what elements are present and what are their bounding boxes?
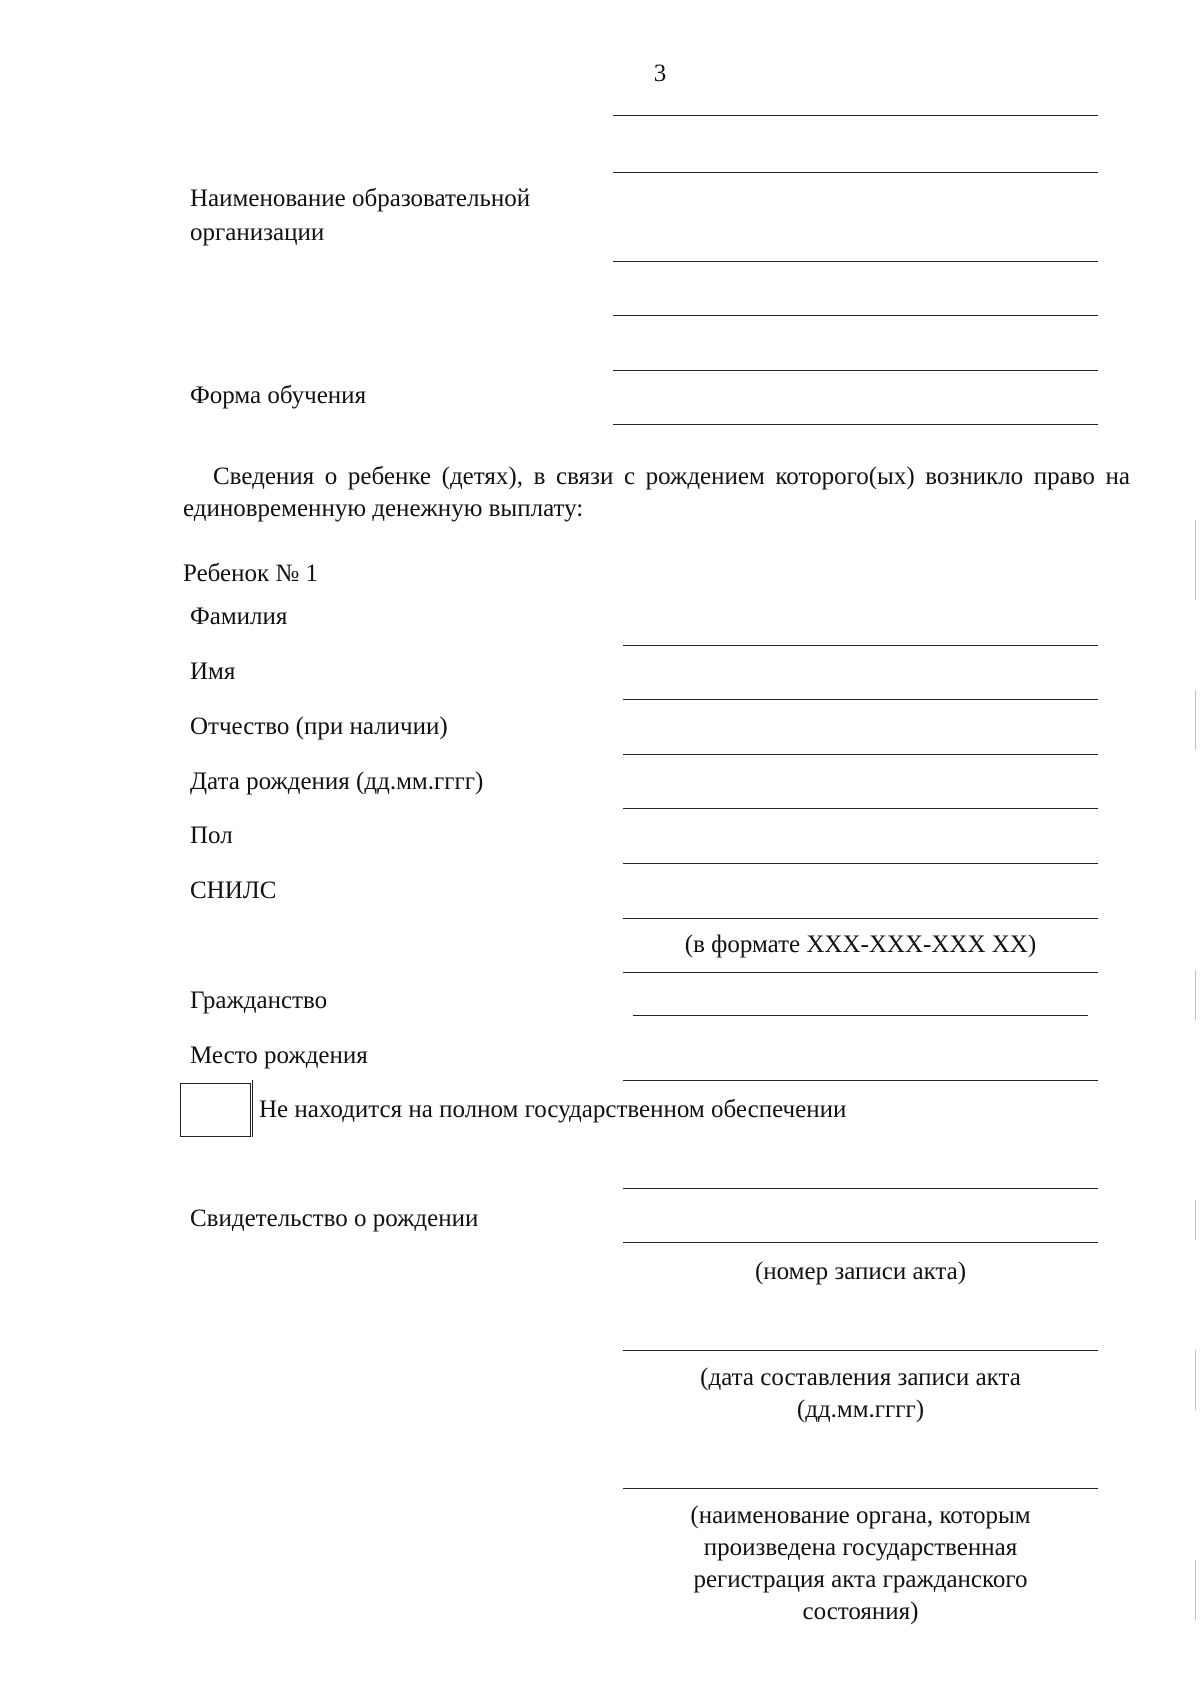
authority-input[interactable] <box>623 1474 1098 1496</box>
scan-artifact <box>1195 1350 1196 1410</box>
org-name-label-line1: Наименование образовательной <box>190 185 531 212</box>
birth-certificate-line-1[interactable] <box>623 1188 1098 1189</box>
study-form-input-2[interactable] <box>613 410 1098 432</box>
intro-paragraph: Сведения о ребенке (детях), в связи с рождением которого(ых) возникло право на единовременную денежную выплату: <box>183 463 1130 522</box>
sex-line[interactable] <box>623 863 1098 864</box>
org-name-input-1[interactable] <box>613 101 1098 123</box>
org-name-input-4[interactable] <box>613 301 1098 323</box>
surname-line[interactable] <box>623 645 1098 646</box>
scan-artifact <box>1195 690 1196 750</box>
snils-label: СНИЛС <box>190 877 277 904</box>
record-number-input[interactable] <box>623 1228 1098 1250</box>
name-input[interactable] <box>623 685 1098 707</box>
scan-artifact <box>1195 1560 1196 1620</box>
sex-label: Пол <box>190 822 233 849</box>
record-date-hint-line2: (дд.мм.гггг) <box>796 1396 925 1423</box>
org-name-line-3[interactable] <box>613 261 1098 262</box>
authority-hint-line1: (наименование органа, которым <box>690 1502 1031 1529</box>
scan-artifact <box>1195 1200 1196 1240</box>
citizenship-line[interactable] <box>633 1015 1088 1016</box>
citizenship-input[interactable] <box>633 1001 1088 1023</box>
surname-label: Фамилия <box>190 603 288 630</box>
birth-date-label: Дата рождения (дд.мм.гггг) <box>190 768 484 795</box>
snils-hint-underline <box>623 972 1098 973</box>
snils-line[interactable] <box>623 918 1098 919</box>
authority-hint-line3: регистрация акта гражданского <box>693 1566 1028 1593</box>
checkbox-divider <box>252 1080 253 1137</box>
authority-line[interactable] <box>623 1488 1098 1489</box>
birthplace-input[interactable] <box>623 1066 1098 1088</box>
sex-input[interactable] <box>623 849 1098 871</box>
birthplace-label: Место рождения <box>190 1042 368 1069</box>
record-number-hint: (номер записи акта) <box>754 1258 967 1285</box>
org-name-line-2[interactable] <box>613 172 1098 173</box>
record-date-input[interactable] <box>623 1336 1098 1358</box>
study-form-input-1[interactable] <box>613 356 1098 378</box>
study-form-line-1[interactable] <box>613 370 1098 371</box>
not-state-care-label: Не находится на полном государственном обеспечении <box>259 1096 847 1123</box>
authority-hint-line2: произведена государственная <box>703 1534 1018 1561</box>
org-name-input-2[interactable] <box>613 158 1098 180</box>
study-form-label: Форма обучения <box>190 382 367 409</box>
surname-input[interactable] <box>623 631 1098 653</box>
record-date-line[interactable] <box>623 1350 1098 1351</box>
birth-date-line[interactable] <box>623 808 1098 809</box>
authority-hint-line4: состояния) <box>802 1598 919 1625</box>
birth-certificate-label: Свидетельство о рождении <box>190 1205 479 1232</box>
patronymic-input[interactable] <box>623 740 1098 762</box>
org-name-line-4[interactable] <box>613 315 1098 316</box>
birth-date-input[interactable] <box>623 794 1098 816</box>
record-date-hint-line1: (дата составления записи акта <box>700 1364 1021 1391</box>
snils-format-hint: (в формате XXX-XXX-XXX XX) <box>684 931 1037 958</box>
snils-input[interactable] <box>623 904 1098 926</box>
child-heading: Ребенок № 1 <box>183 560 319 587</box>
page-number: 3 <box>653 60 667 87</box>
citizenship-label: Гражданство <box>190 987 328 1014</box>
scan-artifact <box>1195 970 1196 1020</box>
org-name-line-1[interactable] <box>613 115 1098 116</box>
birth-certificate-input-1[interactable] <box>623 1174 1098 1196</box>
name-line[interactable] <box>623 699 1098 700</box>
birthplace-line[interactable] <box>623 1080 1098 1081</box>
scan-artifact <box>1195 520 1196 600</box>
patronymic-label: Отчество (при наличии) <box>190 713 448 740</box>
not-state-care-checkbox[interactable] <box>180 1083 251 1137</box>
patronymic-line[interactable] <box>623 754 1098 755</box>
record-number-line[interactable] <box>623 1242 1098 1243</box>
org-name-input-3[interactable] <box>613 247 1098 269</box>
org-name-label-line2: организации <box>190 219 325 246</box>
study-form-line-2[interactable] <box>613 424 1098 425</box>
name-label: Имя <box>190 658 236 685</box>
